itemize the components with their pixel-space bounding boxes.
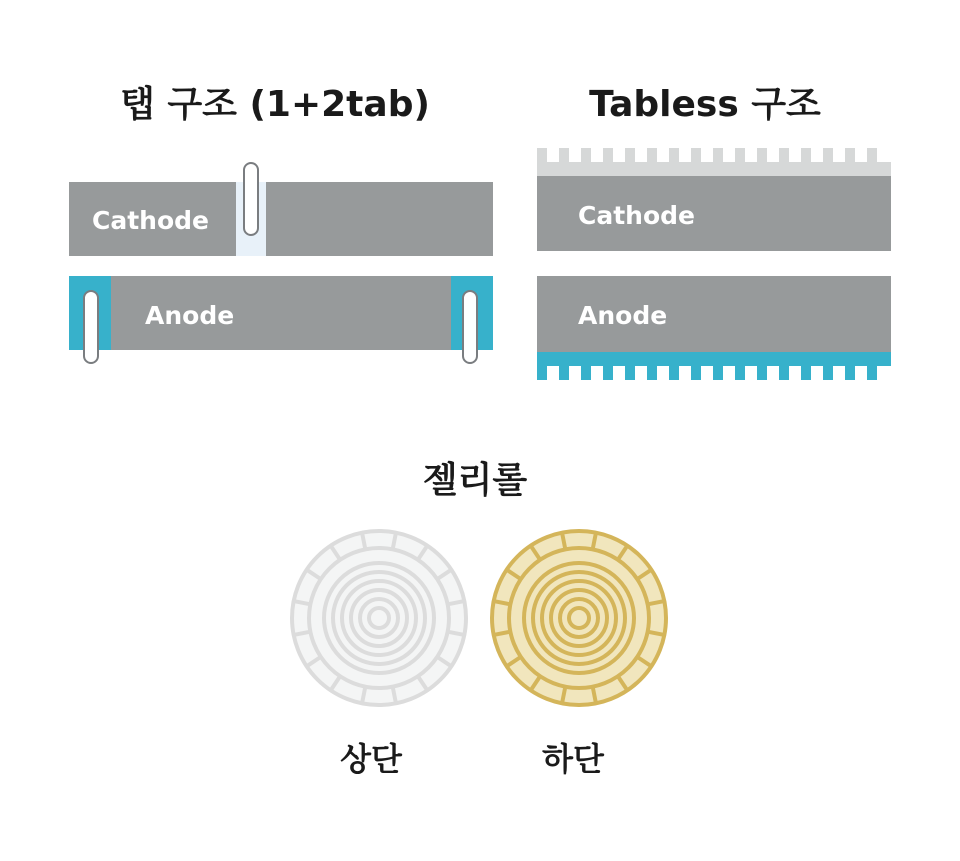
anode-comb-tooth bbox=[603, 365, 613, 380]
jellyroll-top-view bbox=[292, 531, 466, 705]
anode-comb-tooth bbox=[581, 365, 591, 380]
roll-bottom-outer-ring bbox=[492, 531, 666, 705]
jellyroll-bottom-view bbox=[492, 531, 666, 705]
anode-left-tab-clip bbox=[84, 291, 98, 363]
tab-structure-title: 탭 구조 (1+2tab) bbox=[120, 84, 430, 125]
tabless-cathode-label: Cathode bbox=[578, 201, 695, 230]
tab-structure-panel bbox=[69, 83, 493, 363]
cathode-comb-tooth bbox=[757, 148, 767, 163]
cathode-comb-tooth bbox=[647, 148, 657, 163]
tabless-anode-label: Anode bbox=[578, 301, 668, 330]
cathode-comb-tooth bbox=[735, 148, 745, 163]
anode-comb-tooth bbox=[537, 365, 547, 380]
anode-comb-base bbox=[537, 352, 891, 366]
cathode-comb-base bbox=[537, 162, 891, 176]
anode-comb-tooth bbox=[757, 365, 767, 380]
anode-comb-tooth bbox=[823, 365, 833, 380]
cathode-comb-tooth bbox=[713, 148, 723, 163]
tab-cathode-label: Cathode bbox=[92, 206, 209, 235]
anode-comb-tooth bbox=[779, 365, 789, 380]
tabless-structure-title: Tabless 구조 bbox=[589, 84, 821, 125]
cathode-comb-tooth bbox=[581, 148, 591, 163]
cathode-comb-tooth bbox=[779, 148, 789, 163]
anode-right-tab-clip bbox=[463, 291, 477, 363]
cathode-comb-tooth bbox=[559, 148, 569, 163]
anode-comb-tooth bbox=[691, 365, 701, 380]
tabless-anode-comb bbox=[537, 352, 891, 380]
anode-comb-tooth bbox=[669, 365, 679, 380]
jellyroll-top-label: 상단 bbox=[340, 740, 402, 778]
anode-comb-tooth bbox=[559, 365, 569, 380]
anode-comb-tooth bbox=[735, 365, 745, 380]
cathode-tab-clip bbox=[244, 163, 258, 235]
cathode-comb-tooth bbox=[801, 148, 811, 163]
tab-anode-band bbox=[69, 276, 493, 350]
cathode-comb-tooth bbox=[625, 148, 635, 163]
cathode-comb-tooth bbox=[669, 148, 679, 163]
tabless-structure-panel bbox=[537, 84, 891, 380]
anode-comb-tooth bbox=[867, 365, 877, 380]
tab-anode-label: Anode bbox=[145, 301, 235, 330]
cathode-comb-tooth bbox=[603, 148, 613, 163]
jellyroll-panel bbox=[292, 459, 666, 778]
anode-comb-tooth bbox=[713, 365, 723, 380]
cathode-comb-tooth bbox=[867, 148, 877, 163]
cathode-comb-tooth bbox=[691, 148, 701, 163]
cathode-comb-tooth bbox=[845, 148, 855, 163]
cathode-comb-tooth bbox=[823, 148, 833, 163]
roll-top-outer-ring bbox=[292, 531, 466, 705]
anode-comb-tooth bbox=[801, 365, 811, 380]
anode-comb-tooth bbox=[647, 365, 657, 380]
jellyroll-bottom-label: 하단 bbox=[542, 740, 604, 778]
tabless-cathode-comb bbox=[537, 148, 891, 176]
anode-comb-tooth bbox=[845, 365, 855, 380]
jellyroll-title: 젤리롤 bbox=[422, 460, 528, 501]
anode-comb-tooth bbox=[625, 365, 635, 380]
cathode-comb-tooth bbox=[537, 148, 547, 163]
